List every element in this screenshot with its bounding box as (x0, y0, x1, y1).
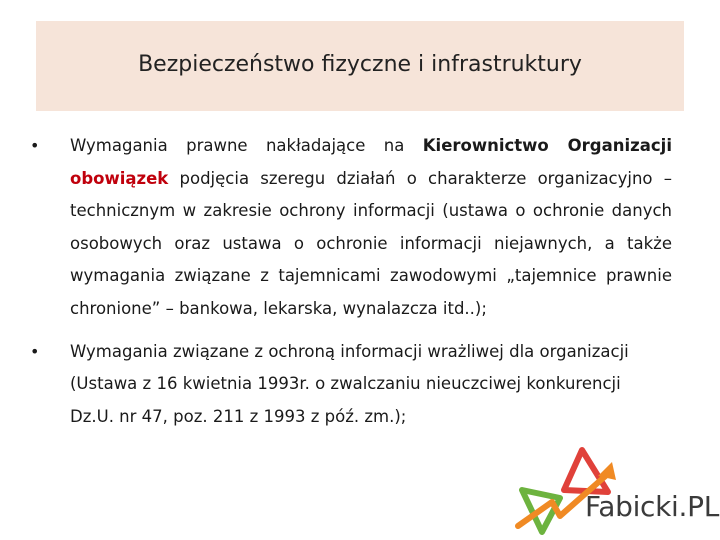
bullet-text-red: obowiązek (70, 168, 169, 188)
fabicki-logo (512, 444, 720, 536)
bullet-list (30, 130, 672, 443)
logo-red-triangle (564, 450, 608, 492)
bullet-line-3: Dz.U. nr 47, poz. 211 z 1993 z póź. zm.); (70, 406, 407, 426)
bullet-item-sensitive-info (30, 336, 672, 434)
slide-title: Bezpieczeństwo fizyczne i infrastruktury (138, 51, 582, 77)
bullet-marker: • (30, 341, 40, 361)
bullet-text-post: podjęcia szeregu działań o charakterze organizacyjno – technicznym w zakresie ochrony informacji (ustawa o ochronie danych osobowych oraz ustawa o ochronie informacji niejawnych, a także wymagania związane z tajemnicami zawodowymi „tajemnice prawnie chronione” – bankowa, lekarska, wynalazcza itd..); (70, 168, 672, 318)
bullet-line-1: Wymagania związane z ochroną informacji wrażliwej dla organizacji (70, 341, 629, 361)
bullet-text-bold: Kierownictwo Organizacji (422, 136, 672, 155)
bullet-marker: • (30, 136, 40, 155)
logo-text: Fabicki.PL (585, 490, 720, 523)
bullet-item-legal-requirements (30, 130, 672, 326)
bullet-text-pre: Wymagania prawne nakładające na (70, 136, 423, 155)
bullet-line-2: (Ustawa z 16 kwietnia 1993r. o zwalczaniu nieuczciwej konkurencji (70, 374, 621, 394)
title-banner (36, 21, 684, 111)
